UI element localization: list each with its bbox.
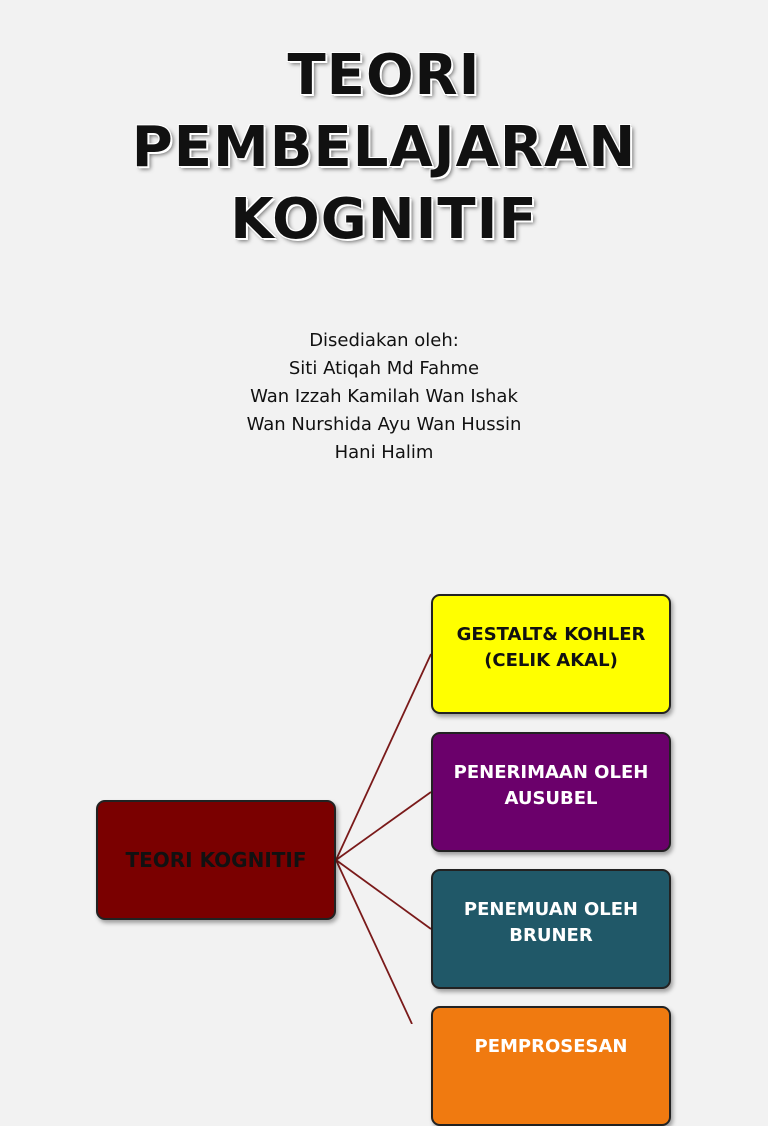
node-label-line: (CELIK AKAL) — [484, 650, 618, 671]
prepared-by-label: Disediakan oleh: — [309, 330, 459, 351]
node-label-line: AUSUBEL — [504, 788, 598, 809]
title-line: PEMBELAJARAN — [131, 115, 637, 180]
connector-line — [336, 792, 431, 860]
node-label-line: BRUNER — [509, 925, 593, 946]
node-label-line: GESTALT& KOHLER — [456, 624, 646, 645]
connector-line — [336, 860, 412, 1024]
root-node-label: TEORI KOGNITIF — [125, 848, 307, 872]
title-line: TEORI — [287, 43, 481, 108]
node-label-line: PEMPROSESAN — [474, 1036, 628, 1057]
connector-line — [336, 654, 431, 860]
author-name: Wan Izzah Kamilah Wan Ishak — [250, 386, 518, 407]
author-name: Wan Nurshida Ayu Wan Hussin — [246, 414, 522, 435]
connector-line — [336, 860, 431, 929]
node-pemprosesan — [431, 1006, 671, 1126]
node-label-line: PENEMUAN OLEH — [463, 899, 639, 920]
author-name: Hani Halim — [334, 442, 434, 463]
node-penemuan-bruner — [431, 869, 671, 989]
title-line: KOGNITIF — [230, 187, 538, 252]
node-gestalt-kohler — [431, 594, 671, 714]
author-name: Siti Atiqah Md Fahme — [288, 358, 480, 379]
node-penerimaan-ausubel — [431, 732, 671, 852]
root-node-teori-kognitif — [96, 800, 336, 920]
node-label-line: PENERIMAAN OLEH — [453, 762, 649, 783]
